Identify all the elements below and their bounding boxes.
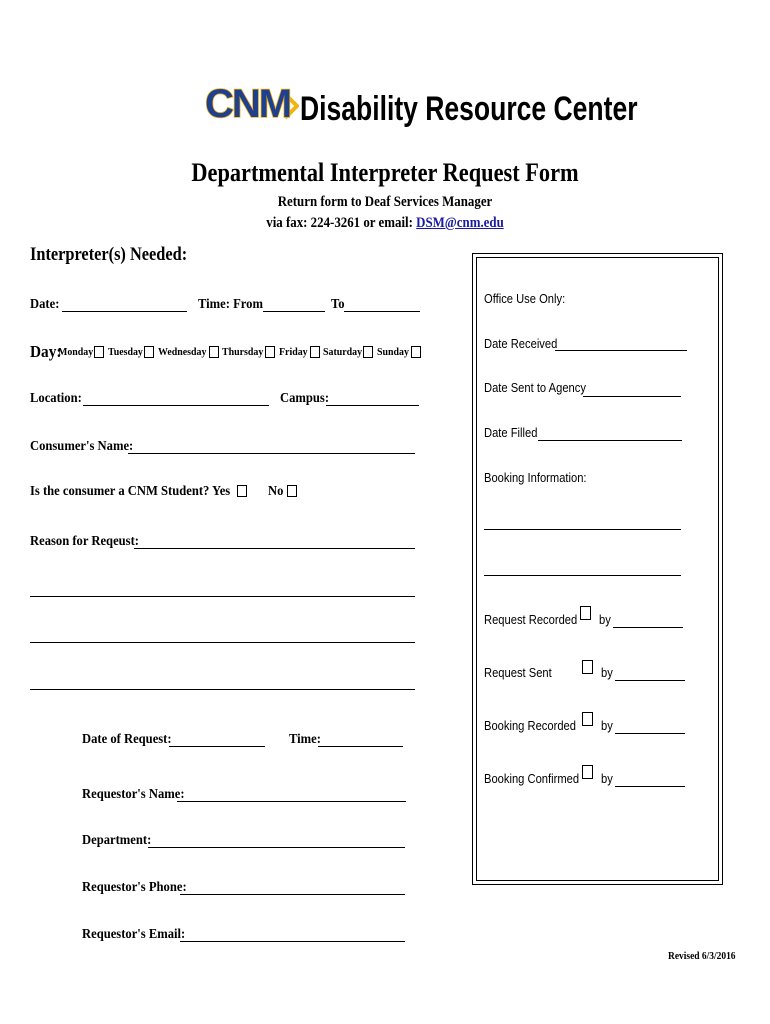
requestor-name-label: Requestor's Name: <box>82 787 185 802</box>
date-received-line[interactable] <box>555 350 687 351</box>
checkbox-wednesday[interactable] <box>209 346 219 358</box>
fax-text: via fax: 224-3261 or email: <box>266 215 417 231</box>
day-saturday: Saturday <box>323 346 363 358</box>
org-name: Disability Resource Center <box>300 90 638 128</box>
checkbox-request-sent[interactable] <box>582 660 593 674</box>
booking-recorded-label: Booking Recorded <box>484 718 576 733</box>
requestor-name-line[interactable] <box>177 801 406 802</box>
booking-confirmed-by-label: by <box>601 771 613 786</box>
reason-label: Reason for Reqeust: <box>30 534 139 549</box>
revised-date: Revised 6/3/2016 <box>668 950 736 962</box>
campus-line[interactable] <box>326 405 419 406</box>
consumer-name-label: Consumer's Name: <box>30 439 134 454</box>
no-label: No <box>268 484 284 499</box>
day-thursday: Thursday <box>222 346 264 358</box>
time-from-label: Time: From <box>198 297 263 312</box>
reason-line-3[interactable] <box>30 642 415 643</box>
form-title: Departmental Interpreter Request Form <box>191 158 579 187</box>
day-friday: Friday <box>279 346 308 358</box>
consumer-name-line[interactable] <box>128 453 415 454</box>
checkbox-request-recorded[interactable] <box>580 606 591 620</box>
booking-info-line-2[interactable] <box>484 575 681 576</box>
logo-text: CNM <box>205 82 291 126</box>
request-sent-label: Request Sent <box>484 665 552 680</box>
yes-label: Yes <box>212 484 231 499</box>
booking-confirmed-by-line[interactable] <box>615 786 685 787</box>
reason-line-2[interactable] <box>30 596 415 597</box>
location-line[interactable] <box>83 405 269 406</box>
day-sunday: Sunday <box>377 346 409 358</box>
reason-line-1[interactable] <box>134 548 415 549</box>
booking-recorded-by-line[interactable] <box>615 733 685 734</box>
reason-line-4[interactable] <box>30 689 415 690</box>
date-filled-line[interactable] <box>538 440 682 441</box>
student-question: Is the consumer a CNM Student? <box>30 484 210 499</box>
date-sent-label: Date Sent to Agency <box>484 380 586 395</box>
requestor-phone-label: Requestor's Phone: <box>82 880 187 895</box>
checkbox-thursday[interactable] <box>265 346 275 358</box>
day-monday: Monday <box>58 346 94 358</box>
requestor-email-line[interactable] <box>180 941 405 942</box>
request-recorded-label: Request Recorded <box>484 612 578 627</box>
checkbox-friday[interactable] <box>310 346 320 358</box>
checkbox-monday[interactable] <box>94 346 104 358</box>
checkbox-booking-confirmed[interactable] <box>582 765 593 779</box>
booking-recorded-by-label: by <box>601 718 613 733</box>
checkbox-tuesday[interactable] <box>144 346 154 358</box>
date-label: Date: <box>30 297 60 312</box>
checkbox-booking-recorded[interactable] <box>582 712 593 726</box>
date-filled-label: Date Filled <box>484 425 538 440</box>
location-label: Location: <box>30 391 82 406</box>
request-sent-by-label: by <box>601 665 613 680</box>
request-time-line[interactable] <box>318 746 403 747</box>
checkbox-yes[interactable] <box>237 485 247 497</box>
day-tuesday: Tuesday <box>108 346 143 358</box>
day-wednesday: Wednesday <box>158 346 207 358</box>
to-label: To <box>331 297 345 312</box>
checkbox-saturday[interactable] <box>363 346 373 358</box>
section-heading: Interpreter(s) Needed: <box>30 244 188 265</box>
request-recorded-by-line[interactable] <box>613 627 683 628</box>
requestor-email-label: Requestor's Email: <box>82 927 186 942</box>
date-line[interactable] <box>62 311 187 312</box>
email-link[interactable]: DSM@cnm.edu <box>416 215 504 231</box>
department-label: Department: <box>82 833 152 848</box>
checkbox-sunday[interactable] <box>411 346 421 358</box>
day-label: Day: <box>30 342 62 361</box>
date-sent-line[interactable] <box>583 396 681 397</box>
checkbox-no[interactable] <box>287 485 297 497</box>
booking-info-line-1[interactable] <box>484 529 681 530</box>
department-line[interactable] <box>148 847 405 848</box>
booking-confirmed-label: Booking Confirmed <box>484 771 580 786</box>
booking-info-label: Booking Information: <box>484 470 587 485</box>
time-to-line[interactable] <box>344 311 420 312</box>
request-recorded-by-label: by <box>599 612 611 627</box>
campus-label: Campus: <box>280 391 330 406</box>
date-of-request-line[interactable] <box>169 746 265 747</box>
request-time-label: Time: <box>289 732 321 747</box>
time-from-line[interactable] <box>263 311 325 312</box>
request-sent-by-line[interactable] <box>615 680 685 681</box>
return-line: Return form to Deaf Services Manager <box>277 194 493 210</box>
requestor-phone-line[interactable] <box>180 894 405 895</box>
fax-email-line <box>54 215 716 232</box>
office-use-heading: Office Use Only: <box>484 291 566 306</box>
date-of-request-label: Date of Request: <box>82 732 172 747</box>
date-received-label: Date Received <box>484 336 558 351</box>
